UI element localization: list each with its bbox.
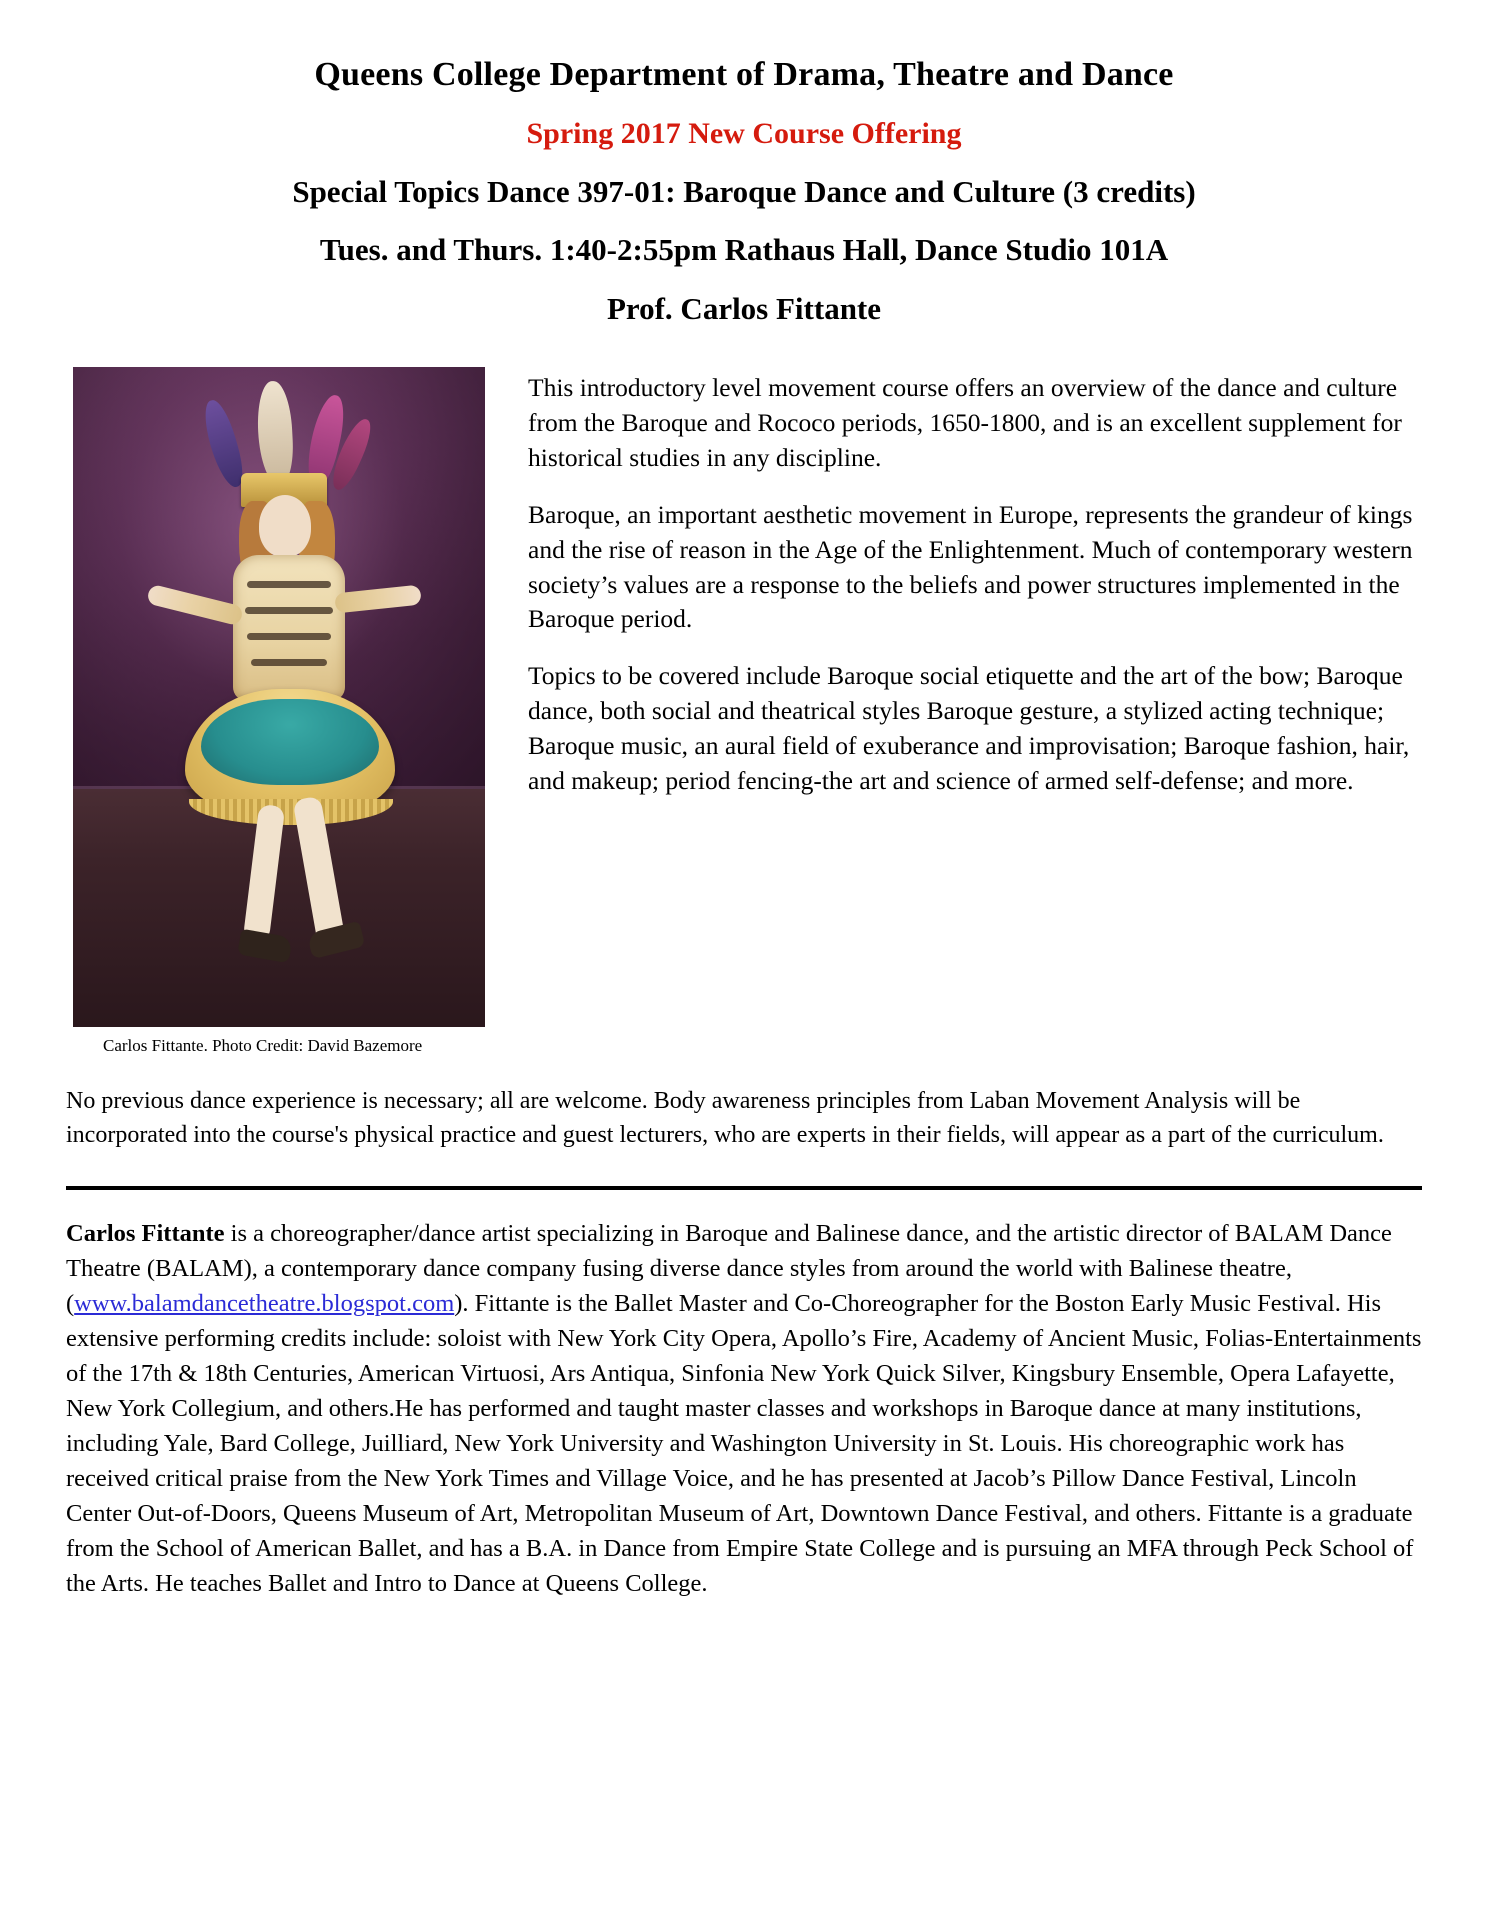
shoe-left <box>237 929 293 964</box>
instructor-bio-part-2: ). Fittante is the Ballet Master and Co-Choreographer for the Boston Early Music Festival. His extensive performing credits include: soloist with New York City Opera, Apollo’s Fire, Academy of Ancient Music, Folias-Entertainments of the 17th & 18th Centuries, American Virtuosi, Ars Antiqua, Sinfonia New York Quick Silver, Kingsbury Ensemble, Opera Lafayette, New York Collegium, and others.He has performed and taught master classes and workshops in Baroque dance at many institutions, including Yale, Bard College, Juilliard, New York University and Washington University in St. Louis. His choreographic work has received critical praise from the New York Times and Village Voice, and he has presented at Jacob’s Pillow Dance Festival, Lincoln Center Out-of-Doors, Queens Museum of Art, Metropolitan Museum of Art, Downtown Dance Festival, and others. Fittante is a graduate from the School of American Ballet, and has a B.A. in Dance from Empire State College and is pursuing an MFA through Peck School of the Arts. He teaches Ballet and Intro to Dance at Queens College. <box>66 1290 1422 1598</box>
instructor-bio-text <box>66 1216 1422 1601</box>
torso-band-1 <box>247 581 331 588</box>
torso-band-3 <box>247 633 331 640</box>
description-paragraph-3: Topics to be covered include Baroque social etiquette and the art of the bow; Baroque dance, both social and theatrical styles Baroque gesture, a stylized acting technique; Baroque music, an aural field of exuberance and improvisation; Baroque fashion, hair, and makeup; period fencing-the art and science of armed self-defense; and more. <box>528 661 1410 796</box>
description-paragraph-1: This introductory level movement course offers an overview of the dance and culture from the Baroque and Rococo periods, 1650-1800, and is an excellent supplement for historical studies in any discipline. <box>528 372 1402 472</box>
photo-column <box>66 367 486 1056</box>
skirt-fringe <box>189 799 393 825</box>
instructor-bio-part-1: is a choreographer/dance artist specializing in Baroque and Balinese dance, and the artistic director of BALAM Dance Theatre (BALAM), a contemporary dance company fusing diverse dance styles from around the world with Balinese theatre, ( <box>66 1220 1392 1318</box>
content-row <box>66 367 1422 1056</box>
arm-left <box>146 584 244 627</box>
plume-cream-icon <box>256 380 295 486</box>
course-note-text: No previous dance experience is necessary; all are welcome. Body awareness principles from Laban Movement Analysis will be incorporated into the course's physical practice and guest lecturers, who are experts in their fields, will appear as a part of the curriculum. <box>66 1087 1384 1148</box>
section-divider <box>66 1186 1422 1190</box>
skirt-teal-panel <box>201 699 379 785</box>
course-title: Special Topics Dance 397-01: Baroque Dance and Culture (3 credits) <box>292 174 1196 209</box>
instructor-name: Prof. Carlos Fittante <box>606 290 882 326</box>
course-schedule: Tues. and Thurs. 1:40-2:55pm Rathaus Hall, Dance Studio 101A <box>319 232 1169 268</box>
instructor-bio-name: Carlos Fittante <box>66 1220 225 1248</box>
torso-band-4 <box>251 659 327 666</box>
torso-band-2 <box>245 607 333 614</box>
torso <box>233 555 345 701</box>
description-paragraph-2: Baroque, an important aesthetic movement in Europe, represents the grandeur of kings and the rise of reason in the Age of the Enlightenment. Much of contemporary western society’s values are a response to the beliefs and power structures implemented in the Baroque period. <box>528 499 1413 634</box>
course-note <box>66 1084 1422 1152</box>
offering-subtitle: Spring 2017 New Course Offering <box>526 116 962 150</box>
description-column <box>486 367 1422 821</box>
dancer-photo <box>73 367 485 1027</box>
page-title: Queens College Department of Drama, Theatre and Dance <box>314 56 1174 93</box>
photo-caption: Carlos Fittante. Photo Credit: David Bazemore <box>103 1035 423 1055</box>
instructor-bio <box>66 1216 1422 1601</box>
leg-left <box>243 804 285 942</box>
head <box>259 495 311 557</box>
dancer-figure <box>73 367 485 1027</box>
arm-right <box>334 584 422 613</box>
balam-website-link[interactable]: www.balamdancetheatre.blogspot.com <box>74 1290 455 1318</box>
title-block <box>66 54 1422 329</box>
